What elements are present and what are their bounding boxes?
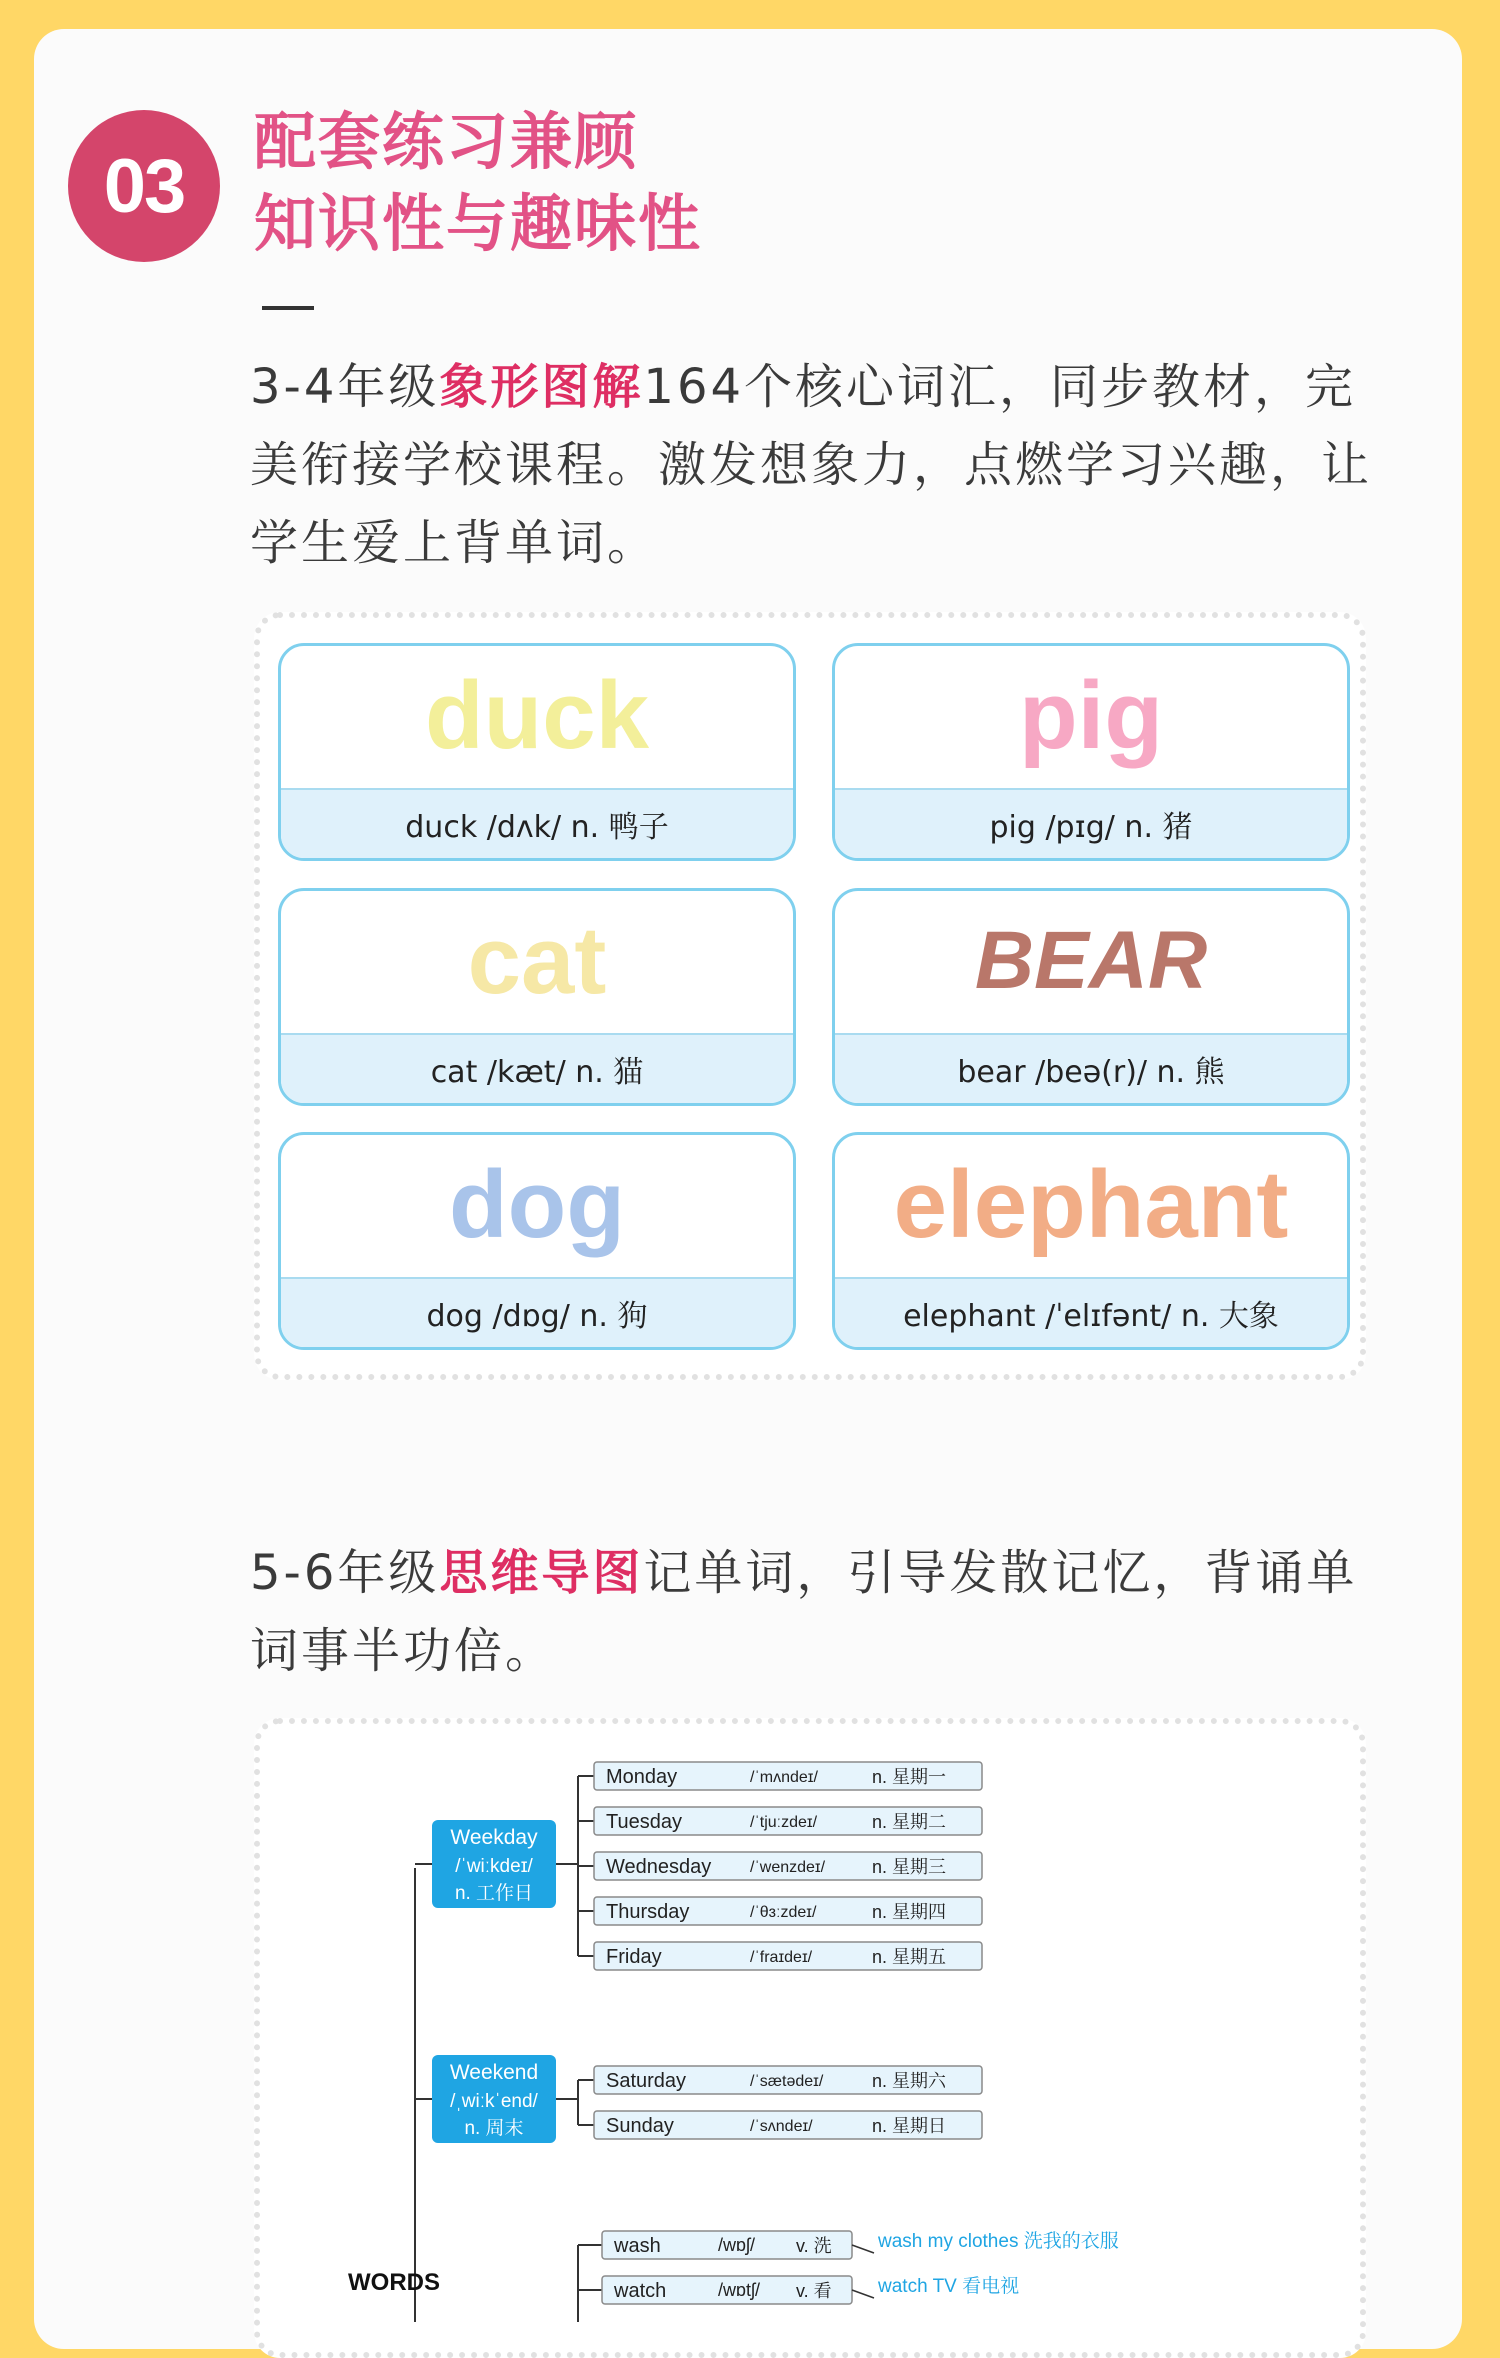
leaf-word: Friday (606, 1946, 662, 1968)
highlight-text: 象形图解 (439, 359, 644, 415)
word-art: dog (449, 1151, 625, 1258)
leaf-meaning: n. 星期二 (872, 1812, 947, 1832)
highlight-text: 思维导图 (439, 1545, 644, 1601)
group-node-meaning: n. 周末 (464, 2118, 524, 2139)
grade-label: 5-6年级 (250, 1545, 440, 1601)
leaf-meaning: n. 星期五 (872, 1947, 947, 1967)
phrase-connector (852, 2290, 874, 2298)
word-caption: cat /kæt/ n. 猫 (281, 1033, 793, 1103)
section-number-badge: 03 (68, 110, 220, 262)
root-label: WORDS (348, 2269, 440, 2296)
leaf-phonetic: /wɒʃ/ (718, 2235, 756, 2255)
leaf-phonetic: /ˈtjuːzdeɪ/ (750, 1814, 818, 1831)
phrase-connector (852, 2245, 874, 2253)
leaf-meaning: n. 星期日 (872, 2116, 947, 2136)
leaf-phonetic: /wɒtʃ/ (718, 2280, 761, 2300)
leaf-word: Saturday (606, 2070, 687, 2092)
leaf-meaning: n. 星期三 (872, 1857, 947, 1877)
word-caption: elephant /ˈelɪfənt/ n. 大象 (835, 1277, 1347, 1347)
group-node-meaning: n. 工作日 (454, 1883, 534, 1904)
leaf-phonetic: /ˈsætədeɪ/ (750, 2073, 824, 2090)
leaf-phonetic: /ˈfraɪdeɪ/ (750, 1949, 813, 1966)
leaf-word: watch (614, 2280, 667, 2302)
leaf-meaning: n. 星期四 (872, 1902, 947, 1922)
leaf-meaning: v. 看 (796, 2281, 832, 2301)
word-caption: pig /pɪg/ n. 猪 (835, 788, 1347, 858)
leaf-word: Tuesday (606, 1811, 682, 1833)
leaf-word: Monday (606, 1766, 678, 1788)
word-art: duck (424, 662, 650, 769)
word-art: pig (1019, 662, 1163, 769)
word-caption: duck /dʌk/ n. 鸭子 (281, 788, 793, 858)
leaf-phonetic: /ˈθɜːzdeɪ/ (750, 1904, 817, 1921)
intro-text: 164个核心词汇，同步教材，完美衔接学校课程。激发想象力，点燃学习兴趣，让学生爱上背单词。 (250, 359, 1373, 571)
leaf-word: Sunday (606, 2115, 674, 2137)
phrase-example: watch TV 看电视 (878, 2276, 1020, 2297)
leaf-meaning: n. 星期一 (872, 1767, 947, 1787)
word-caption: bear /beə(r)/ n. 熊 (835, 1033, 1347, 1103)
leaf-phonetic: /ˈwenzdeɪ/ (750, 1859, 826, 1876)
word-caption: dog /dɒg/ n. 狗 (281, 1277, 793, 1347)
group-node-name: Weekend (449, 2061, 539, 2084)
leaf-word: Thursday (606, 1901, 690, 1923)
section-title-line2: 知识性与趣味性 (254, 187, 703, 260)
grade-label: 3-4年级 (250, 359, 440, 415)
leaf-word: Wednesday (606, 1856, 712, 1878)
group-node-phonetic: /ˈwiːkdeɪ/ (455, 1856, 533, 1877)
word-art: elephant (893, 1151, 1289, 1258)
leaf-word: wash (614, 2235, 661, 2257)
word-art: BEAR (974, 915, 1208, 1006)
leaf-phonetic: /ˈsʌndeɪ/ (750, 2118, 813, 2135)
intro-text: 记单词，引导发散记忆，背诵单词事半功倍。 (250, 1545, 1358, 1679)
leaf-meaning: n. 星期六 (872, 2071, 947, 2091)
leaf-phonetic: /ˈmʌndeɪ/ (750, 1769, 818, 1786)
phrase-example: wash my clothes 洗我的衣服 (878, 2231, 1119, 2252)
leaf-meaning: v. 洗 (796, 2236, 832, 2256)
section-title-line1: 配套练习兼顾 (254, 105, 639, 178)
group-node-name: Weekday (450, 1826, 538, 1849)
word-art: cat (467, 907, 607, 1014)
group-node-phonetic: /ˌwiːkˈend/ (450, 2091, 538, 2112)
